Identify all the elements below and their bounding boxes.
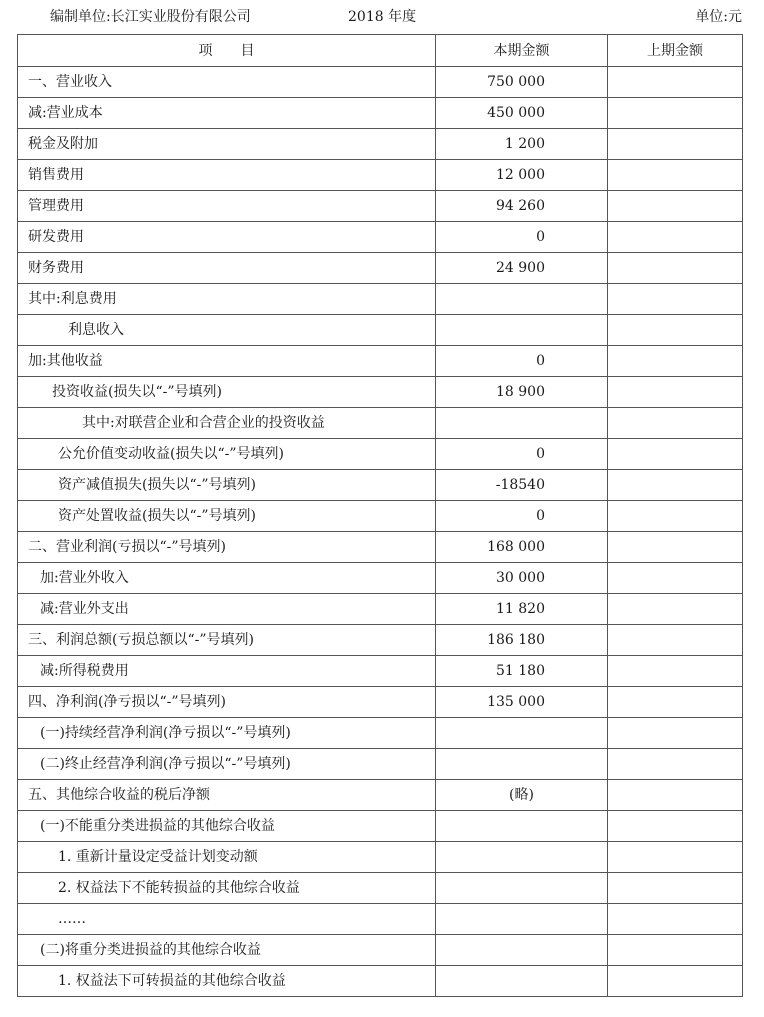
table-row: [18, 904, 743, 935]
current-amount: [436, 749, 608, 780]
current-amount: -18540: [436, 470, 608, 501]
row-label: 一、营业收入: [18, 67, 436, 98]
previous-amount: [608, 966, 743, 997]
current-amount: 750 000: [436, 67, 608, 98]
previous-amount: [608, 532, 743, 563]
row-label: (一)不能重分类进损益的其他综合收益: [18, 811, 436, 842]
previous-amount: [608, 687, 743, 718]
current-amount: [436, 842, 608, 873]
table-row: [18, 222, 743, 253]
previous-amount: [608, 315, 743, 346]
row-label: 资产减值损失(损失以“-”号填列): [18, 470, 436, 501]
current-amount: 94 260: [436, 191, 608, 222]
table-row: [18, 811, 743, 842]
table-row: [18, 873, 743, 904]
row-label: 资产处置收益(损失以“-”号填列): [18, 501, 436, 532]
current-amount: 0: [436, 501, 608, 532]
row-label: ……: [18, 904, 436, 935]
row-label: 公允价值变动收益(损失以“-”号填列): [18, 439, 436, 470]
table-body: [18, 67, 743, 997]
current-amount: [436, 873, 608, 904]
table-row: [18, 315, 743, 346]
previous-amount: [608, 842, 743, 873]
column-header-previous: 上期金额: [608, 35, 743, 67]
row-label: 四、净利润(净亏损以“-”号填列): [18, 687, 436, 718]
table-row: [18, 749, 743, 780]
table-row: [18, 439, 743, 470]
current-amount: 0: [436, 222, 608, 253]
current-amount: [436, 408, 608, 439]
table-row: [18, 98, 743, 129]
table-row: [18, 842, 743, 873]
current-amount: 11 820: [436, 594, 608, 625]
previous-amount: [608, 439, 743, 470]
previous-amount: [608, 563, 743, 594]
previous-amount: [608, 160, 743, 191]
row-label: 税金及附加: [18, 129, 436, 160]
previous-amount: [608, 222, 743, 253]
current-amount: 135 000: [436, 687, 608, 718]
reporting-entity: 编制单位:长江实业股份有限公司: [50, 9, 251, 25]
currency-unit: 单位:元: [695, 9, 742, 25]
row-label: (一)持续经营净利润(净亏损以“-”号填列): [18, 718, 436, 749]
row-label: 其中:利息费用: [18, 284, 436, 315]
row-label: 加:营业外收入: [18, 563, 436, 594]
row-label: 其中:对联营企业和合营企业的投资收益: [18, 408, 436, 439]
row-label: 减:营业外支出: [18, 594, 436, 625]
table-row: [18, 160, 743, 191]
table-row: [18, 377, 743, 408]
previous-amount: [608, 470, 743, 501]
previous-amount: [608, 129, 743, 160]
current-amount: 450 000: [436, 98, 608, 129]
row-label: 1. 权益法下可转损益的其他综合收益: [18, 966, 436, 997]
row-label: 二、营业利润(亏损以“-”号填列): [18, 532, 436, 563]
table-row: [18, 470, 743, 501]
table-row: [18, 780, 743, 811]
previous-amount: [608, 377, 743, 408]
previous-amount: [608, 935, 743, 966]
previous-amount: [608, 284, 743, 315]
current-amount: 168 000: [436, 532, 608, 563]
table-header-row: [18, 35, 743, 67]
current-amount: [436, 935, 608, 966]
current-amount: [436, 315, 608, 346]
previous-amount: [608, 749, 743, 780]
row-label: 研发费用: [18, 222, 436, 253]
row-label: 管理费用: [18, 191, 436, 222]
row-label: 投资收益(损失以“-”号填列): [18, 377, 436, 408]
row-label: 加:其他收益: [18, 346, 436, 377]
current-amount: 186 180: [436, 625, 608, 656]
table-row: [18, 935, 743, 966]
previous-amount: [608, 904, 743, 935]
previous-amount: [608, 191, 743, 222]
table-row: [18, 625, 743, 656]
previous-amount: [608, 625, 743, 656]
current-amount: 24 900: [436, 253, 608, 284]
row-label: (二)终止经营净利润(净亏损以“-”号填列): [18, 749, 436, 780]
previous-amount: [608, 98, 743, 129]
row-label: 减:所得税费用: [18, 656, 436, 687]
table-row: [18, 346, 743, 377]
table-row: [18, 966, 743, 997]
report-period: 2018 年度: [348, 9, 417, 25]
previous-amount: [608, 780, 743, 811]
row-label: 三、利润总额(亏损总额以“-”号填列): [18, 625, 436, 656]
row-label: 减:营业成本: [18, 98, 436, 129]
previous-amount: [608, 253, 743, 284]
previous-amount: [608, 811, 743, 842]
previous-amount: [608, 408, 743, 439]
row-label: 2. 权益法下不能转损益的其他综合收益: [18, 873, 436, 904]
row-label: 财务费用: [18, 253, 436, 284]
previous-amount: [608, 346, 743, 377]
previous-amount: [608, 594, 743, 625]
current-amount: 12 000: [436, 160, 608, 191]
row-label: 利息收入: [18, 315, 436, 346]
current-amount: 0: [436, 346, 608, 377]
previous-amount: [608, 656, 743, 687]
table-row: [18, 656, 743, 687]
previous-amount: [608, 873, 743, 904]
income-statement-table: [17, 34, 743, 997]
current-amount: 30 000: [436, 563, 608, 594]
current-amount: 51 180: [436, 656, 608, 687]
current-amount: 1 200: [436, 129, 608, 160]
column-header-item: 项 目: [18, 35, 436, 67]
table-row: [18, 687, 743, 718]
table-row: [18, 191, 743, 222]
row-label: 1. 重新计量设定受益计划变动额: [18, 842, 436, 873]
table-row: [18, 129, 743, 160]
previous-amount: [608, 501, 743, 532]
table-row: [18, 67, 743, 98]
previous-amount: [608, 718, 743, 749]
row-label: (二)将重分类进损益的其他综合收益: [18, 935, 436, 966]
row-label: 五、其他综合收益的税后净额: [18, 780, 436, 811]
table-row: [18, 532, 743, 563]
current-amount: 18 900: [436, 377, 608, 408]
current-amount: [436, 811, 608, 842]
table-row: [18, 284, 743, 315]
report-meta: [0, 6, 764, 28]
current-amount: (略): [436, 780, 608, 811]
table-row: [18, 594, 743, 625]
column-header-current: 本期金额: [436, 35, 608, 67]
table-row: [18, 718, 743, 749]
current-amount: 0: [436, 439, 608, 470]
current-amount: [436, 904, 608, 935]
current-amount: [436, 718, 608, 749]
table-row: [18, 408, 743, 439]
previous-amount: [608, 67, 743, 98]
table-row: [18, 501, 743, 532]
table-row: [18, 563, 743, 594]
current-amount: [436, 284, 608, 315]
table-row: [18, 253, 743, 284]
row-label: 销售费用: [18, 160, 436, 191]
current-amount: [436, 966, 608, 997]
